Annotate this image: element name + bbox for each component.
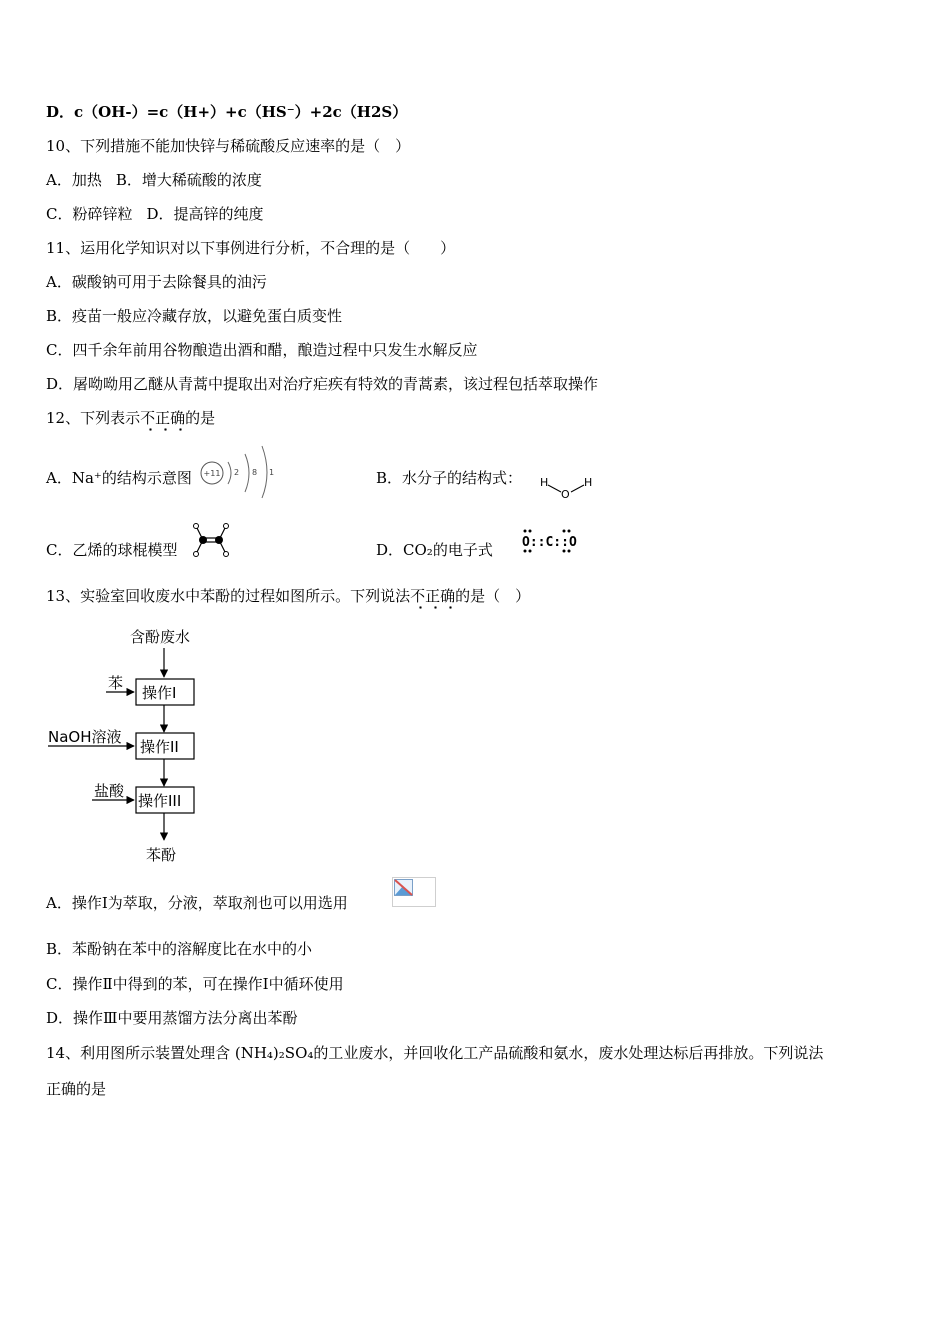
q12-option-b: B．水分子的结构式： bbox=[376, 469, 523, 487]
q14-stem-line2: 正确的是 bbox=[46, 1080, 107, 1098]
flow-op2-label: 操作II bbox=[140, 738, 179, 756]
flow-reagent2-label: NaOH溶液 bbox=[48, 728, 122, 746]
q11-option-d: D．屠呦呦用乙醚从青蒿中提取出对治疗疟疾有特效的青蒿素，该过程包括萃取操作 bbox=[46, 375, 599, 393]
q12-option-a: A．Na⁺的结构示意图 bbox=[46, 469, 192, 487]
q13-option-a: A．操作Ⅰ为萃取，分液，萃取剂也可以用选用 bbox=[46, 894, 348, 912]
water-h-left: H bbox=[540, 476, 549, 489]
q12-option-d: D．CO₂的电子式 bbox=[376, 541, 493, 559]
q13-stem-pre: 13、实验室回收废水中苯酚的过程如图所示。下列说法 bbox=[46, 587, 411, 605]
q10-option-d: D．提高锌的纯度 bbox=[146, 205, 264, 223]
q11-option-b: B．疫苗一般应冷藏存放，以避免蛋白质变性 bbox=[46, 307, 343, 325]
q13-option-b: B．苯酚钠在苯中的溶解度比在水中的小 bbox=[46, 940, 313, 958]
q13-stem bbox=[46, 586, 530, 606]
q10-options-ab bbox=[46, 170, 262, 190]
flow-reagent1-label: 苯 bbox=[108, 674, 124, 692]
flow-top-label: 含酚废水 bbox=[130, 628, 191, 646]
q9-option-d: D．c（OH-）=c（H+）+c（HS⁻）+2c（H2S） bbox=[46, 103, 408, 121]
q10-option-b: B．增大稀硫酸的浓度 bbox=[115, 171, 262, 189]
q10-options-cd bbox=[46, 204, 264, 224]
na-shell-2: 8 bbox=[252, 468, 258, 477]
q12-stem bbox=[46, 408, 215, 428]
q11-option-c: C．四千余年前用谷物酿造出酒和醋，酿造过程中只发生水解反应 bbox=[46, 341, 478, 359]
q13-emphasis: 不正确 bbox=[410, 587, 456, 605]
q10-stem: 10、下列措施不能加快锌与稀硫酸反应速率的是（ ） bbox=[46, 137, 411, 155]
broken-image-icon bbox=[392, 877, 436, 907]
q10-option-a: A．加热 bbox=[46, 171, 102, 189]
q13-stem-post: 的是（ ） bbox=[455, 587, 531, 605]
water-o: O bbox=[561, 488, 570, 501]
q12-emphasis: 不正确 bbox=[140, 409, 186, 427]
water-structural-formula bbox=[538, 472, 598, 502]
na-shell-3: 1 bbox=[269, 468, 275, 477]
q14-stem-line1: 14、利用图所示装置处理含 (NH₄)₂SO₄的工业废水，并回收化工产品硫酸和氨水，废水处理达标后再排放。下列说法 bbox=[46, 1044, 824, 1062]
co2-formula-text: O::C::O bbox=[522, 535, 577, 550]
flow-reagent3-label: 盐酸 bbox=[94, 782, 125, 800]
na-nucleus-label: +11 bbox=[203, 469, 221, 478]
q12-stem-pre: 12、下列表示 bbox=[46, 409, 141, 427]
na-ion-structure-diagram bbox=[198, 440, 278, 500]
phenol-recovery-flowchart bbox=[44, 622, 244, 867]
q12-option-c: C．乙烯的球棍模型 bbox=[46, 541, 178, 559]
co2-electron-formula bbox=[520, 526, 580, 556]
na-shell-1: 2 bbox=[234, 468, 240, 477]
flow-op1-label: 操作I bbox=[142, 684, 177, 702]
flow-bottom-label: 苯酚 bbox=[146, 846, 177, 864]
q13-option-d: D．操作Ⅲ中要用蒸馏方法分离出苯酚 bbox=[46, 1009, 298, 1027]
flow-op3-label: 操作III bbox=[138, 792, 182, 810]
q11-option-a: A．碳酸钠可用于去除餐具的油污 bbox=[46, 273, 267, 291]
ethylene-ball-stick-model bbox=[188, 522, 234, 558]
q11-stem: 11、运用化学知识对以下事例进行分析，不合理的是（ ） bbox=[46, 239, 456, 257]
broken-image-glyph bbox=[394, 879, 414, 897]
q10-option-c: C．粉碎锌粒 bbox=[46, 205, 133, 223]
q12-stem-post: 的是 bbox=[185, 409, 216, 427]
water-h-right: H bbox=[584, 476, 593, 489]
q13-option-c: C．操作Ⅱ中得到的苯，可在操作Ⅰ中循环使用 bbox=[46, 975, 344, 993]
